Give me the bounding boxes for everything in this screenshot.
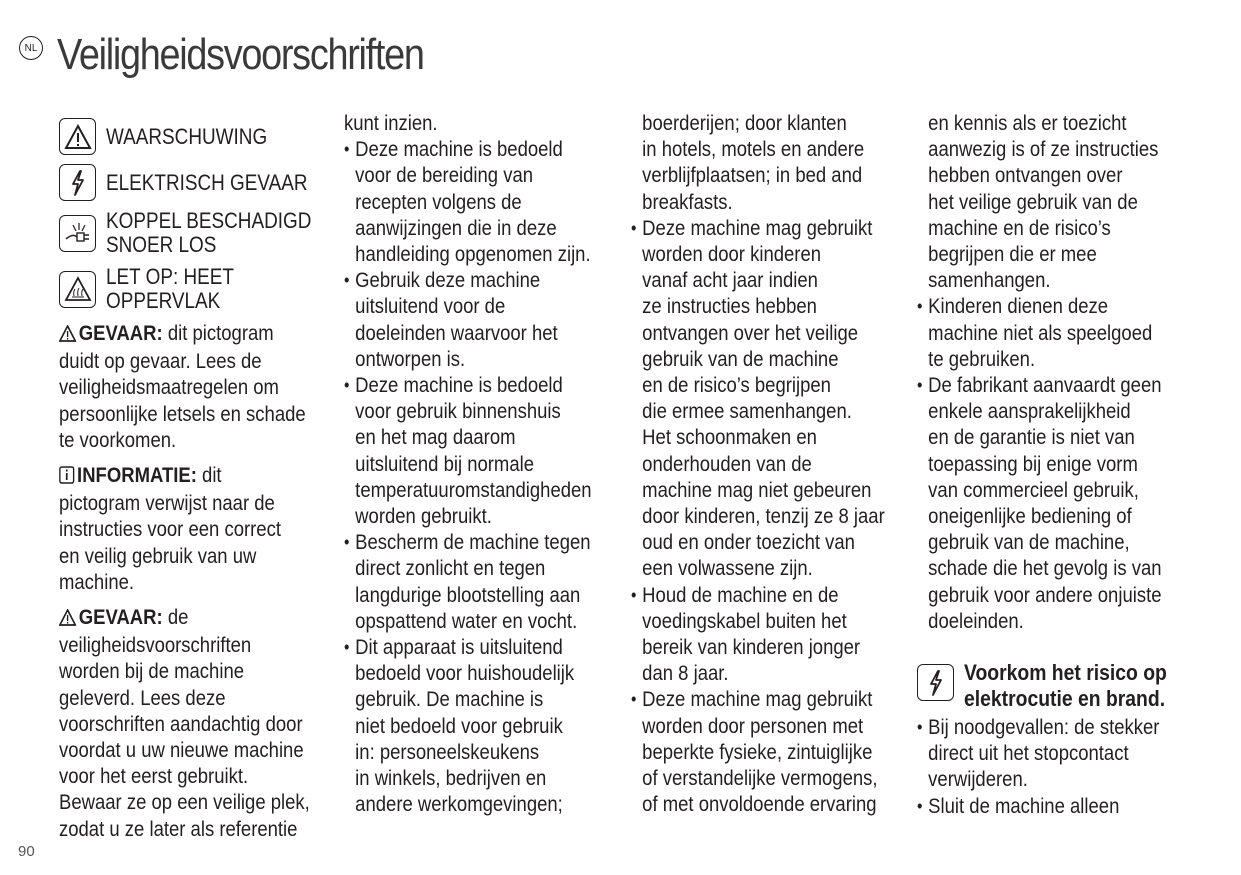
warning-triangle-icon [59, 118, 96, 155]
text-line: machine en de risico’s [928, 215, 1111, 240]
text-line: verblijfplaatsen; in bed and [642, 163, 863, 188]
danger-paragraph-1 [59, 320, 310, 348]
text-line: direct uit het stopcontact [928, 741, 1129, 766]
danger-label: GEVAAR: [78, 605, 163, 630]
text-line: te gebruiken. [928, 346, 1036, 371]
text-line: schade die het gevolg is van [928, 556, 1162, 581]
electrocution-warning [917, 660, 1200, 712]
text-line: het veilige gebruik van de [928, 189, 1138, 214]
text-line: veiligheidsvoorschriften [59, 633, 252, 658]
text-line: de [162, 605, 189, 630]
text-line: duidt op gevaar. Lees de [59, 349, 262, 374]
column-3 [631, 110, 926, 817]
text-line: gebruik. De machine is [355, 687, 544, 712]
text-line: aanwezig is of ze instructies [928, 137, 1159, 162]
legend-label-line2: OPPERVLAK [106, 288, 221, 313]
bullet-item: • De fabrikant aanvaardt geen [917, 372, 1162, 398]
text-line: boerderijen; door klanten [642, 111, 847, 135]
text-line: zodat u ze later als referentie [59, 816, 298, 841]
text-line: in: personeelskeukens [355, 739, 540, 764]
text-line: veiligheidsmaatregelen om [59, 375, 279, 400]
text-line: oneigenlijke bediening of [928, 504, 1132, 529]
text-line: pictogram verwijst naar de [59, 491, 275, 516]
info-paragraph [59, 462, 310, 490]
text-line: voor het eerst gebruikt. [59, 764, 249, 789]
legend-hot [59, 265, 255, 313]
text-line: doeleinden waarvoor het [355, 320, 558, 345]
text-line: worden gebruikt. [355, 504, 492, 529]
warning-triangle-icon [59, 322, 76, 348]
legend-label: WAARSCHUWING [106, 123, 268, 149]
bullet-item: • Deze machine is bedoeld [344, 136, 592, 162]
text-line: begrijpen die er mee [928, 242, 1097, 267]
text-line: langdurige blootstelling aan [355, 582, 581, 607]
bullet-item: • Deze machine mag gebruikt [631, 215, 885, 241]
text-line: voorschriften aandachtig door [59, 711, 303, 736]
text-line: vanaf acht jaar indien [642, 268, 818, 293]
electric-bolt-icon [59, 164, 96, 201]
text-line: instructies voor een correct [59, 517, 281, 542]
text-line: handleiding opgenomen zijn. [355, 242, 591, 267]
text-line: kunt inzien. [344, 111, 438, 135]
text-line: Bewaar ze op een veilige plek, [59, 790, 310, 815]
text-line: opspattend water en vocht. [355, 608, 578, 633]
bullet-item: • Dit apparaat is uitsluitend [344, 634, 592, 660]
text-line: worden bij de machine [59, 659, 245, 684]
text-line: samenhangen. [928, 268, 1051, 293]
electrocution-warning-line1: Voorkom het risico op [964, 660, 1167, 685]
text-line: Het schoonmaken en [642, 425, 817, 450]
legend-label: LET OP: HEET [106, 264, 234, 289]
col1-text [59, 320, 351, 842]
text-line: verwijderen. [928, 767, 1028, 792]
column-4-after [917, 714, 1199, 819]
text-line: en kennis als er toezicht [928, 111, 1127, 135]
text-line: voor gebruik binnenshuis [355, 399, 561, 424]
text-line: van commercieel gebruik, [928, 477, 1139, 502]
text-line: ontworpen is. [355, 346, 466, 371]
danger-paragraph-2 [59, 604, 310, 632]
info-label: INFORMATIE: [77, 463, 197, 488]
text-line: breakfasts. [642, 189, 733, 214]
column-2 [344, 110, 632, 817]
text-line: of met onvoldoende ervaring [642, 792, 877, 817]
text-line: of verstandelijke vermogens, [642, 766, 878, 791]
bullet-item: • Bescherm de machine tegen [344, 529, 592, 555]
text-line: beperkte fysieke, zintuiglijke [642, 739, 873, 764]
text-line: machine niet als speelgoed [928, 320, 1153, 345]
text-line: in hotels, motels en andere [642, 137, 865, 162]
text-line: uitsluitend bij normale [355, 451, 535, 476]
bullet-item: • Sluit de machine alleen [917, 793, 1159, 819]
electric-bolt-icon [917, 664, 954, 701]
bullet-item: • Bij noodgevallen: de stekker [917, 714, 1159, 740]
text-line: bedoeld voor huishoudelijk [355, 661, 575, 686]
bullet-item: • Houd de machine en de [631, 582, 885, 608]
hot-surface-icon [59, 271, 96, 308]
text-line: recepten volgens de [355, 189, 522, 214]
text-line: en veilig gebruik van uw [59, 543, 257, 568]
text-line: toepassing bij enige vorm [928, 451, 1138, 476]
page-title: Veiligheidsvoorschriften [57, 30, 424, 79]
text-line: aanwijzingen die in deze [355, 215, 557, 240]
text-line: geleverd. Lees deze [59, 685, 226, 710]
text-line: en de risico’s begrijpen [642, 373, 831, 398]
legend-warning [59, 118, 293, 155]
bullet-item: • Gebruik deze machine [344, 267, 592, 293]
text-line: bereik van kinderen jonger [642, 635, 861, 660]
warning-triangle-icon [59, 606, 76, 632]
text-line: temperatuuromstandigheden [355, 477, 592, 502]
bullet-item: • Deze machine is bedoeld [344, 372, 592, 398]
text-line: andere werkomgevingen; [355, 792, 563, 817]
text-line: voor de bereiding van [355, 163, 534, 188]
text-line: gebruik van de machine, [928, 530, 1130, 555]
text-line: persoonlijke letsels en schade [59, 401, 306, 426]
unplug-cord-icon [59, 215, 96, 252]
text-line: door kinderen, tenzij ze 8 jaar [642, 504, 885, 529]
legend-electric [59, 164, 340, 201]
text-line: voordat u uw nieuwe machine [59, 738, 304, 763]
text-line: en de garantie is niet van [928, 425, 1135, 450]
text-line: gebruik van de machine [642, 346, 839, 371]
page-number: 90 [18, 843, 35, 860]
text-line: direct zonlicht en tegen [355, 556, 546, 581]
text-line: dit [196, 463, 222, 488]
bullet-item: • Kinderen dienen deze [917, 293, 1162, 319]
text-line: die ermee samenhangen. [642, 399, 852, 424]
text-line: een volwassene zijn. [642, 556, 813, 581]
text-line: niet bedoeld voor gebruik [355, 713, 563, 738]
text-line: en het mag daarom [355, 425, 516, 450]
text-line: machine mag niet gebeuren [642, 477, 872, 502]
text-line: ontvangen over het veilige [642, 320, 859, 345]
info-icon [59, 464, 74, 490]
electrocution-warning-line2: elektrocutie en brand. [964, 686, 1166, 711]
danger-label: GEVAAR: [78, 321, 163, 345]
legend-label: KOPPEL BESCHADIGD [106, 208, 312, 233]
text-line: te voorkomen. [59, 427, 177, 452]
text-line: doeleinden. [928, 608, 1024, 633]
text-line: uitsluitend voor de [355, 294, 506, 319]
text-line: onderhouden van de [642, 451, 812, 476]
text-line: hebben ontvangen over [928, 163, 1123, 188]
column-4 [917, 110, 1201, 634]
legend-label-line2: SNOER LOS [106, 232, 217, 257]
text-line: machine. [59, 569, 135, 594]
text-line: oud en onder toezicht van [642, 530, 855, 555]
text-line: ze instructies hebben [642, 294, 817, 319]
text-line: voedingskabel buiten het [642, 608, 847, 633]
text-line: dit pictogram [162, 321, 274, 345]
text-line: gebruik voor andere onjuiste [928, 582, 1162, 607]
text-line: dan 8 jaar. [642, 661, 729, 686]
language-badge: NL [19, 36, 43, 60]
text-line: worden door personen met [642, 713, 864, 738]
legend-unplug [59, 209, 345, 257]
text-line: enkele aansprakelijkheid [928, 399, 1131, 424]
text-line: in winkels, bedrijven en [355, 766, 547, 791]
text-line: worden door kinderen [642, 242, 822, 267]
bullet-item: • Deze machine mag gebruikt [631, 686, 885, 712]
legend-label: ELEKTRISCH GEVAAR [106, 169, 308, 195]
